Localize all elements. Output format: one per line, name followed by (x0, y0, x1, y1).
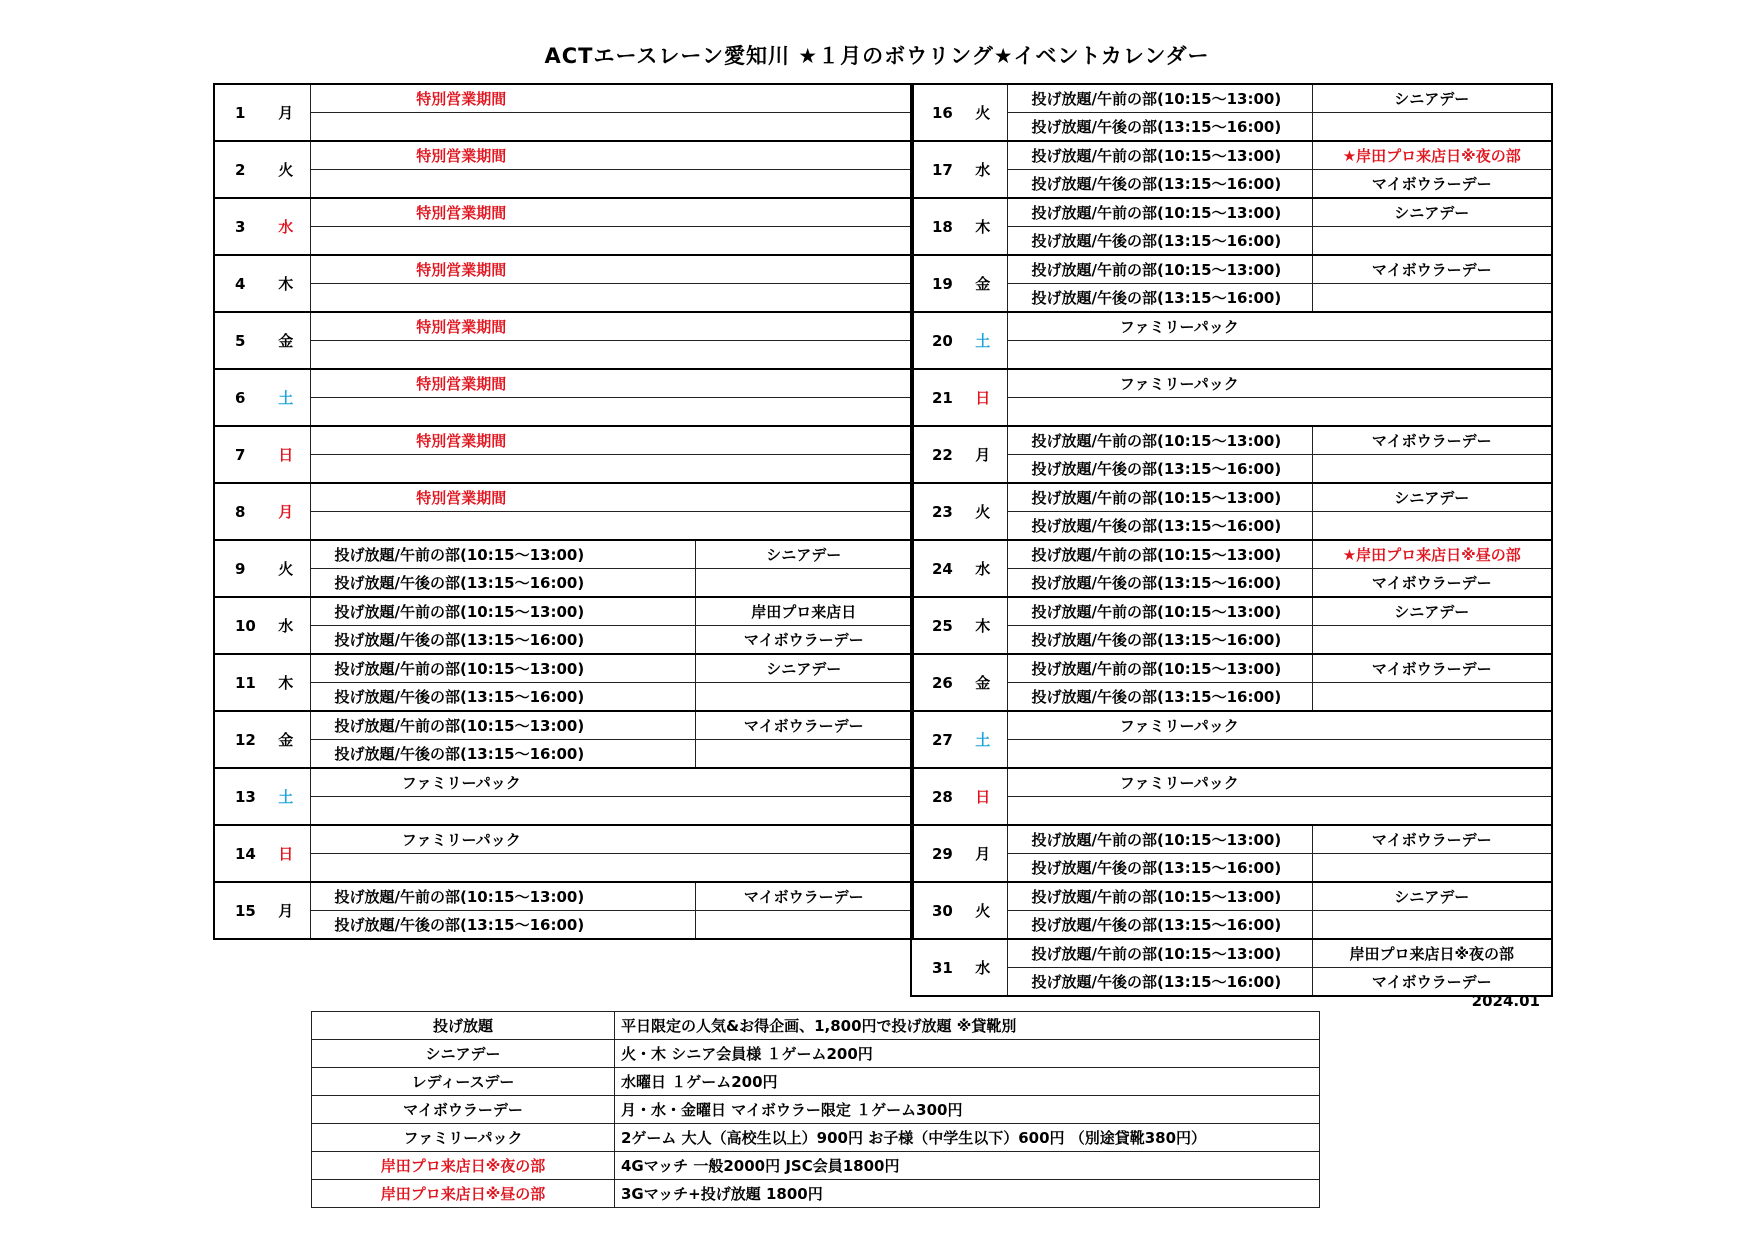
legend-value: 2ゲーム 大人（高校生以上）900円 お子様（中学生以下）600円 （別途貸靴380円） (615, 1124, 1320, 1152)
table-row (911, 170, 1552, 199)
note-cell (1312, 911, 1552, 940)
table-row (911, 626, 1552, 655)
legend-key: 岸田プロ来店日※昼の部 (312, 1180, 615, 1208)
weekday-label: 木 (959, 198, 1007, 255)
weekday-label: 土 (959, 312, 1007, 369)
event-cell (310, 398, 913, 427)
event-cell: 投げ放題/午前の部(10:15～13:00) (1007, 141, 1312, 170)
table-row (214, 911, 913, 940)
table-row (911, 84, 1552, 113)
event-cell (310, 341, 913, 370)
table-row (214, 341, 913, 370)
day-number: 10 (214, 597, 262, 654)
note-cell: 岸田プロ来店日 (695, 597, 913, 626)
day-number: 12 (214, 711, 262, 768)
note-cell: マイボウラーデー (695, 626, 913, 655)
table-row (214, 369, 913, 398)
day-number: 18 (911, 198, 959, 255)
table-row (911, 597, 1552, 626)
event-cell: ファミリーパック (1007, 312, 1552, 341)
event-cell (310, 854, 913, 883)
table-row (214, 882, 913, 911)
table-row (911, 255, 1552, 284)
table-row (911, 284, 1552, 313)
weekday-label: 木 (959, 597, 1007, 654)
legend-row (312, 1152, 1320, 1180)
legend-value: 平日限定の人気&お得企画、1,800円で投げ放題 ※貸靴別 (615, 1012, 1320, 1040)
weekday-label: 土 (262, 768, 310, 825)
note-cell: シニアデー (695, 654, 913, 683)
table-row (911, 683, 1552, 712)
note-cell (1312, 854, 1552, 883)
table-row (214, 483, 913, 512)
legend-row (312, 1096, 1320, 1124)
day-number: 26 (911, 654, 959, 711)
table-row (911, 711, 1552, 740)
note-cell (1312, 113, 1552, 142)
weekday-label: 金 (959, 255, 1007, 312)
legend-row (312, 1068, 1320, 1096)
weekday-label: 火 (959, 483, 1007, 540)
day-number: 27 (911, 711, 959, 768)
event-cell: 特別営業期間 (310, 369, 913, 398)
table-row (214, 426, 913, 455)
table-row (214, 540, 913, 569)
note-cell (695, 740, 913, 769)
table-row (911, 483, 1552, 512)
day-number: 16 (911, 84, 959, 141)
legend-key: レディースデー (312, 1068, 615, 1096)
event-cell (310, 113, 913, 142)
legend-value: 月・水・金曜日 マイボウラー限定 １ゲーム300円 (615, 1096, 1320, 1124)
event-cell: 投げ放題/午後の部(13:15～16:00) (1007, 968, 1312, 997)
weekday-label: 土 (262, 369, 310, 426)
table-row (911, 113, 1552, 142)
day-number: 29 (911, 825, 959, 882)
event-cell (310, 227, 913, 256)
event-cell: 投げ放題/午後の部(13:15～16:00) (310, 911, 695, 940)
table-row (214, 455, 913, 484)
table-row (911, 312, 1552, 341)
note-cell (695, 911, 913, 940)
table-row (214, 626, 913, 655)
legend-key: シニアデー (312, 1040, 615, 1068)
table-row (911, 768, 1552, 797)
note-cell: マイボウラーデー (695, 711, 913, 740)
event-cell: 投げ放題/午前の部(10:15～13:00) (1007, 84, 1312, 113)
event-cell: 投げ放題/午前の部(10:15～13:00) (1007, 597, 1312, 626)
legend-key: マイボウラーデー (312, 1096, 615, 1124)
event-cell: 投げ放題/午後の部(13:15～16:00) (1007, 113, 1312, 142)
weekday-label: 金 (262, 711, 310, 768)
note-cell (1312, 626, 1552, 655)
weekday-label: 日 (262, 426, 310, 483)
day-number: 6 (214, 369, 262, 426)
event-cell (310, 284, 913, 313)
event-cell: 投げ放題/午後の部(13:15～16:00) (1007, 683, 1312, 712)
day-number: 9 (214, 540, 262, 597)
event-cell: 投げ放題/午後の部(13:15～16:00) (310, 626, 695, 655)
event-cell: 投げ放題/午前の部(10:15～13:00) (1007, 426, 1312, 455)
day-number: 19 (911, 255, 959, 312)
weekday-label: 木 (262, 255, 310, 312)
legend-row (312, 1124, 1320, 1152)
event-cell (310, 512, 913, 541)
table-row (214, 768, 913, 797)
weekday-label: 月 (959, 426, 1007, 483)
weekday-label: 水 (262, 597, 310, 654)
note-cell: ★岸田プロ来店日※夜の部 (1312, 141, 1552, 170)
table-row (911, 825, 1552, 854)
note-cell (1312, 512, 1552, 541)
event-cell: 特別営業期間 (310, 84, 913, 113)
weekday-label: 火 (262, 540, 310, 597)
table-row (911, 369, 1552, 398)
weekday-label: 月 (262, 84, 310, 141)
table-row (214, 141, 913, 170)
table-row (911, 939, 1552, 968)
table-row (214, 569, 913, 598)
weekday-label: 火 (959, 84, 1007, 141)
event-cell: 投げ放題/午後の部(13:15～16:00) (1007, 284, 1312, 313)
table-row (214, 654, 913, 683)
note-cell: 岸田プロ来店日※夜の部 (1312, 939, 1552, 968)
legend-row (312, 1180, 1320, 1208)
day-number: 23 (911, 483, 959, 540)
legend-value: 4Gマッチ 一般2000円 JSC会員1800円 (615, 1152, 1320, 1180)
day-number: 21 (911, 369, 959, 426)
weekday-label: 水 (959, 939, 1007, 996)
weekday-label: 日 (262, 825, 310, 882)
note-cell: シニアデー (1312, 483, 1552, 512)
note-cell: シニアデー (1312, 597, 1552, 626)
table-row (911, 911, 1552, 940)
event-cell (1007, 398, 1552, 427)
event-cell: ファミリーパック (310, 825, 913, 854)
legend-row (312, 1012, 1320, 1040)
legend-key: 投げ放題 (312, 1012, 615, 1040)
table-row (214, 284, 913, 313)
day-number: 14 (214, 825, 262, 882)
note-cell: シニアデー (1312, 882, 1552, 911)
day-number: 24 (911, 540, 959, 597)
note-cell: シニアデー (1312, 84, 1552, 113)
event-cell (1007, 797, 1552, 826)
event-cell (1007, 341, 1552, 370)
event-cell: 投げ放題/午前の部(10:15～13:00) (310, 711, 695, 740)
table-row (214, 683, 913, 712)
weekday-label: 月 (262, 483, 310, 540)
note-cell: シニアデー (695, 540, 913, 569)
event-cell: 投げ放題/午前の部(10:15～13:00) (310, 597, 695, 626)
event-cell: 投げ放題/午後の部(13:15～16:00) (310, 569, 695, 598)
day-number: 8 (214, 483, 262, 540)
legend-row (312, 1040, 1320, 1068)
table-row (214, 825, 913, 854)
table-row (911, 882, 1552, 911)
table-row (911, 512, 1552, 541)
event-cell: 投げ放題/午前の部(10:15～13:00) (310, 882, 695, 911)
calendar-left (213, 83, 914, 940)
table-row (214, 797, 913, 826)
version-label: 2024.01 (1471, 992, 1540, 1010)
note-cell (1312, 227, 1552, 256)
note-cell: ★岸田プロ来店日※昼の部 (1312, 540, 1552, 569)
event-cell: 投げ放題/午前の部(10:15～13:00) (1007, 882, 1312, 911)
event-cell: 特別営業期間 (310, 141, 913, 170)
day-number: 5 (214, 312, 262, 369)
note-cell: マイボウラーデー (1312, 825, 1552, 854)
day-number: 28 (911, 768, 959, 825)
event-cell (1007, 740, 1552, 769)
weekday-label: 月 (959, 825, 1007, 882)
table-row (911, 740, 1552, 769)
note-cell: マイボウラーデー (1312, 654, 1552, 683)
note-cell: マイボウラーデー (1312, 255, 1552, 284)
day-number: 17 (911, 141, 959, 198)
note-cell (1312, 455, 1552, 484)
event-cell: 投げ放題/午後の部(13:15～16:00) (1007, 455, 1312, 484)
event-cell: 特別営業期間 (310, 483, 913, 512)
table-row (911, 540, 1552, 569)
event-cell: 投げ放題/午後の部(13:15～16:00) (1007, 626, 1312, 655)
event-cell: 投げ放題/午後の部(13:15～16:00) (1007, 854, 1312, 883)
event-cell: 投げ放題/午前の部(10:15～13:00) (1007, 540, 1312, 569)
event-cell: 投げ放題/午前の部(10:15～13:00) (310, 654, 695, 683)
event-cell: 投げ放題/午前の部(10:15～13:00) (1007, 483, 1312, 512)
table-row (214, 512, 913, 541)
event-cell: ファミリーパック (1007, 711, 1552, 740)
event-cell: 投げ放題/午後の部(13:15～16:00) (310, 683, 695, 712)
page-title: ACTエースレーン愛知川 ★１月のボウリング★イベントカレンダー (544, 44, 1210, 68)
day-number: 20 (911, 312, 959, 369)
event-cell: 特別営業期間 (310, 312, 913, 341)
day-number: 3 (214, 198, 262, 255)
day-number: 22 (911, 426, 959, 483)
table-row (214, 113, 913, 142)
legend-value: 3Gマッチ+投げ放題 1800円 (615, 1180, 1320, 1208)
event-cell: 投げ放題/午前の部(10:15～13:00) (1007, 939, 1312, 968)
day-number: 4 (214, 255, 262, 312)
event-cell: 投げ放題/午後の部(13:15～16:00) (1007, 911, 1312, 940)
table-row (911, 654, 1552, 683)
weekday-label: 火 (959, 882, 1007, 939)
day-number: 30 (911, 882, 959, 939)
day-number: 11 (214, 654, 262, 711)
legend-table (311, 1011, 1320, 1208)
day-number: 2 (214, 141, 262, 198)
table-row (214, 227, 913, 256)
table-row (214, 170, 913, 199)
weekday-label: 土 (959, 711, 1007, 768)
table-row (911, 341, 1552, 370)
note-cell: マイボウラーデー (1312, 569, 1552, 598)
weekday-label: 火 (262, 141, 310, 198)
event-cell: 投げ放題/午後の部(13:15～16:00) (1007, 170, 1312, 199)
event-cell: 投げ放題/午後の部(13:15～16:00) (1007, 512, 1312, 541)
event-cell: 投げ放題/午後の部(13:15～16:00) (1007, 569, 1312, 598)
day-number: 7 (214, 426, 262, 483)
note-cell: マイボウラーデー (1312, 426, 1552, 455)
event-cell: 特別営業期間 (310, 255, 913, 284)
day-number: 15 (214, 882, 262, 939)
event-cell: 投げ放題/午前の部(10:15～13:00) (1007, 654, 1312, 683)
weekday-label: 水 (262, 198, 310, 255)
note-cell: マイボウラーデー (1312, 170, 1552, 199)
legend-value: 水曜日 １ゲーム200円 (615, 1068, 1320, 1096)
table-row (214, 854, 913, 883)
note-cell (695, 569, 913, 598)
event-cell: ファミリーパック (1007, 369, 1552, 398)
event-cell: 特別営業期間 (310, 198, 913, 227)
weekday-label: 水 (959, 540, 1007, 597)
event-cell: 投げ放題/午後の部(13:15～16:00) (310, 740, 695, 769)
day-number: 31 (911, 939, 959, 996)
weekday-label: 金 (262, 312, 310, 369)
table-row (214, 255, 913, 284)
event-cell (310, 455, 913, 484)
event-cell (310, 797, 913, 826)
table-row (911, 426, 1552, 455)
weekday-label: 木 (262, 654, 310, 711)
event-cell: 特別営業期間 (310, 426, 913, 455)
table-row (911, 854, 1552, 883)
table-row (214, 312, 913, 341)
table-row (214, 398, 913, 427)
weekday-label: 水 (959, 141, 1007, 198)
note-cell: シニアデー (1312, 198, 1552, 227)
legend-key: ファミリーパック (312, 1124, 615, 1152)
table-row (911, 227, 1552, 256)
event-cell (310, 170, 913, 199)
table-row (214, 711, 913, 740)
day-number: 13 (214, 768, 262, 825)
note-cell (1312, 284, 1552, 313)
event-cell: 投げ放題/午後の部(13:15～16:00) (1007, 227, 1312, 256)
calendar-right (910, 83, 1553, 997)
weekday-label: 日 (959, 369, 1007, 426)
event-cell: ファミリーパック (310, 768, 913, 797)
event-cell: ファミリーパック (1007, 768, 1552, 797)
table-row (214, 740, 913, 769)
table-row (214, 198, 913, 227)
table-row (911, 398, 1552, 427)
event-cell: 投げ放題/午前の部(10:15～13:00) (1007, 825, 1312, 854)
legend-value: 火・木 シニア会員様 １ゲーム200円 (615, 1040, 1320, 1068)
event-cell: 投げ放題/午前の部(10:15～13:00) (1007, 198, 1312, 227)
weekday-label: 金 (959, 654, 1007, 711)
table-row (911, 141, 1552, 170)
day-number: 1 (214, 84, 262, 141)
legend-key: 岸田プロ来店日※夜の部 (312, 1152, 615, 1180)
note-cell (1312, 683, 1552, 712)
weekday-label: 日 (959, 768, 1007, 825)
table-row (911, 198, 1552, 227)
table-row (911, 569, 1552, 598)
event-cell: 投げ放題/午前の部(10:15～13:00) (310, 540, 695, 569)
table-row (911, 455, 1552, 484)
table-row (214, 597, 913, 626)
weekday-label: 月 (262, 882, 310, 939)
table-row (214, 84, 913, 113)
day-number: 25 (911, 597, 959, 654)
note-cell: マイボウラーデー (1312, 968, 1552, 997)
note-cell (695, 683, 913, 712)
event-cell: 投げ放題/午前の部(10:15～13:00) (1007, 255, 1312, 284)
note-cell: マイボウラーデー (695, 882, 913, 911)
table-row (911, 797, 1552, 826)
